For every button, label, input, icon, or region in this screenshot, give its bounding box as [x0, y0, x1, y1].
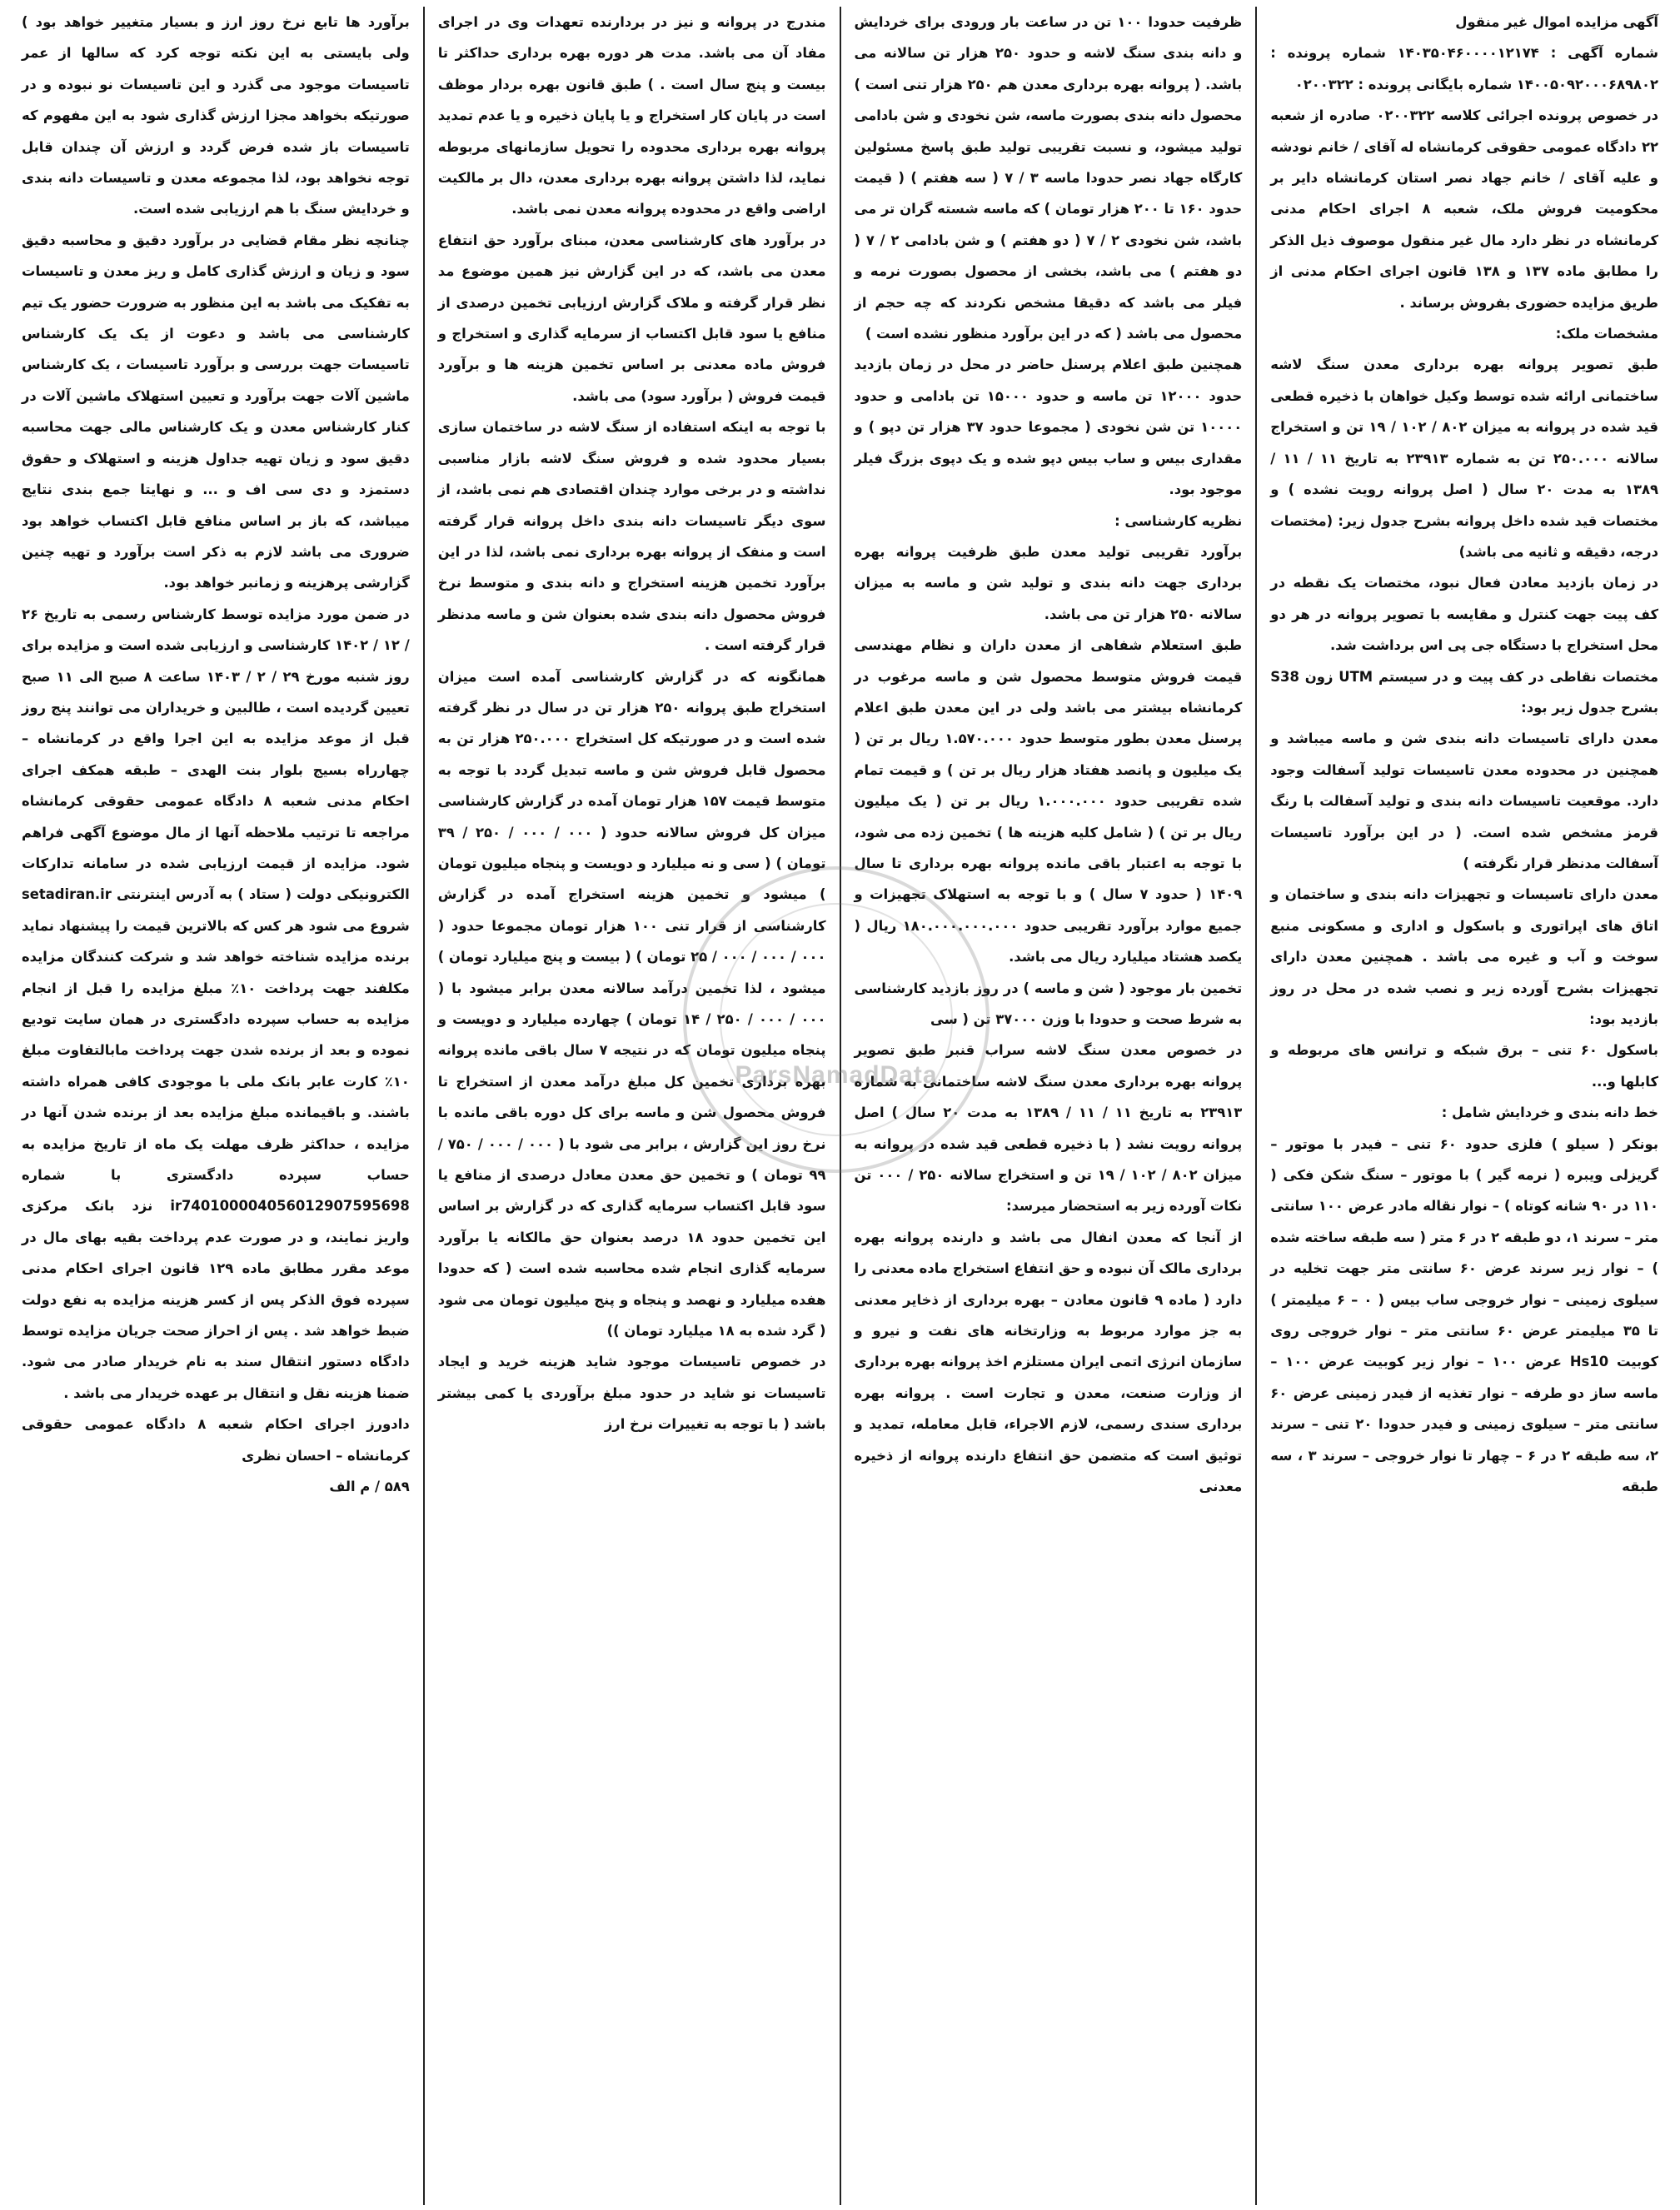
paragraph: در خصوص پرونده اجرائی کلاسه ۰۲۰۰۳۲۲ صادره از شعبه ۲۲ دادگاه عمومی حقوقی کرمانشاه له آقای / خانم نودشه و علیه آقای / خانم جهاد نصر استان کرمانشاه دایر بر محکومیت فروش ملک، شعبه ۸ اجرای احکام مدنی کرمانشاه در نظر دارد مال غیر منقول موصوف ذیل الذکر را مطابق ماده ۱۳۷ و ۱۳۸ قانون اجرای احکام مدنی از طریق مزایده حضوری بفروش برساند . — [1270, 107, 1659, 311]
paragraph: مندرج در پروانه و نیز در بردارنده تعهدات وی در اجرای مفاد آن می باشد. مدت هر دوره بهره برداری حداکثر تا بیست و پنج سال است . ) طبق قانون بهره بردار موظف است در پایان کار استخراج و یا پایان ذخیره و یا عدم تمدید پروانه بهره برداری محدوده را تحویل سازمانهای مربوطه نماید، لذا داشتن پروانه بهره برداری معدن، دال بر مالکیت اراضی واقع در محدوده پروانه معدن نمی باشد. — [437, 14, 826, 217]
text-columns — [8, 7, 1672, 2205]
paragraph: نظریه کارشناسی : — [1114, 512, 1243, 529]
paragraph: دادورز اجرای احکام شعبه ۸ دادگاه عمومی حقوقی کرمانشاه – احسان نظری — [22, 1416, 410, 1464]
paragraph: ۵۸۹ / م الف — [329, 1479, 410, 1495]
paragraph: معدن دارای تاسیسات دانه بندی شن و ماسه میباشد و همچنین در محدوده معدن تاسیسات تولید آسفالت وجود دارد. موقعیت تاسیسات دانه بندی و تولید آسفالت با رنگ قرمز مشخص شده است. ( در این برآورد تاسیسات آسفالت مدنظر قرار نگرفته ) — [1270, 731, 1658, 871]
paragraph: از آنجا که معدن انفال می باشد و دارنده پروانه بهره برداری مالک آن نبوده و حق انتفاع استخراج ماده معدنی را دارد ( ماده ۹ قانون معادن – بهره برداری از ذخایر معدنی به جز موارد مربوط به وزارتخانه های نفت و نیرو و سازمان انرژی اتمی ایران مستلزم اخذ پروانه بهره برداری از وزارت صنعت، معدن و تجارت است . پروانه بهره برداری سندی رسمی، لازم الاجراء، قابل معامله، تمدید و توثیق است که متضمن حق انتفاع دارنده پروانه از ذخیره معدنی — [854, 1229, 1243, 1495]
paragraph: مشخصات ملک: — [1555, 326, 1658, 342]
column-4 — [8, 7, 423, 2205]
paragraph: خط دانه بندی و خردایش شامل : — [1441, 1105, 1658, 1121]
paragraph: در خصوص معدن سنگ لاشه سراب قنبر طبق تصویر پروانه بهره برداری معدن سنگ لاشه ساختمانی به شماره ۲۳۹۱۳ به تاریخ ۱۱ / ۱۱ / ۱۳۸۹ به مدت ۲۰ سال ) اصل پروانه رویت نشد ( با ذخیره قطعی قید شده در پروانه به میزان ۸۰۲ / ۱۰۲ / ۱۹ تن و استخراج سالانه ۲۵۰ / ۰۰۰ تن نکات آورده زیر به استحضار میرسد: — [854, 1042, 1243, 1215]
paragraph: طبق تصویر پروانه بهره برداری معدن سنگ لاشه ساختمانی ارائه شده توسط وکیل خواهان با ذخیره قطعی قید شده در پروانه به میزان ۸۰۲ / ۱۰۲ / ۱۹ تن و استخراج سالانه ۲۵۰.۰۰۰ تن به شماره ۲۳۹۱۳ به تاریخ ۱۱ / ۱۱ / ۱۳۸۹ به مدت ۲۰ سال ( اصل پروانه رویت نشده ) و مختصات قید شده داخل پروانه بشرح جدول زیر: (مختصات درجه، دقیقه و ثانیه می باشد) — [1270, 357, 1659, 560]
paragraph: معدن دارای تاسیسات و تجهیزات دانه بندی و ساختمان و اتاق های اپراتوری و باسکول و اداری و مسکونی منبع سوخت و آب و غیره می باشد . همچنین معدن دارای تجهیزات بشرح آورده زیر و نصب شده در محل در روز بازدید بود: — [1270, 886, 1658, 1027]
column-2 — [840, 7, 1256, 2205]
paragraph: در خصوص تاسیسات موجود شاید هزینه خرید و ایجاد تاسیسات نو شاید در حدود مبلغ برآوردی یا کمی بیشتر باشد ( با توجه به تغییرات نرخ ارز — [437, 1354, 826, 1433]
paragraph: چنانچه نظر مقام قضایی در برآورد دقیق و محاسبه دقیق سود و زیان و ارزش گذاری کامل و ریز معدن و تاسیسات به تفکیک می باشد به این منظور به ضرورت حضور یک تیم کارشناسی می باشد و دعوت از یک یک کارشناس تاسیسات جهت بررسی و برآورد تاسیسات ، یک کارشناس ماشین آلات جهت برآورد و تعیین استهلاک ماشین آلات در کنار کارشناس معدن و یک کارشناس مالی جهت محاسبه دقیق سود و زیان تهیه جداول هزینه و استهلاک و حقوق دستمزد و دی سی اف و ... و نهایتا جمع بندی نتایج میباشد، که باز بر اساس منافع قابل اکتساب خواهد بود ضروری می باشد لازم به ذکر است برآورد و تهیه چنین گزارشی پرهزینه و زمانبر خواهد بود. — [22, 232, 410, 591]
paragraph: باسکول ۶۰ تنی – برق شبکه و ترانس های مربوطه و کابلها و... — [1270, 1042, 1658, 1090]
paragraph: ظرفیت حدودا ۱۰۰ تن در ساعت بار ورودی برای خردایش و دانه بندی سنگ لاشه و حدود ۲۵۰ هزار تن سالانه می باشد. ( پروانه بهره برداری معدن هم ۲۵۰ هزار تنی است ) محصول دانه بندی بصورت ماسه، شن نخودی و شن بادامی تولید میشود، و نسبت تقریبی تولید طبق پاسخ مسئولین کارگاه جهاد نصر حدودا ماسه ۳ / ۷ ( سه هفتم ) ( قیمت حدود ۱۶۰ تا ۲۰۰ هزار تومان ) که ماسه شسته گران تر می باشد، شن نخودی ۲ / ۷ ( دو هفتم ) و شن بادامی ۲ / ۷ ( دو هفتم ) می باشد، بخشی از محصول بصورت نرمه و فیلر می باشد که دقیقا مشخص نکردند که چه حجم از محصول می باشد ( که در این برآورد منظور نشده است ) — [854, 14, 1243, 342]
watermark-text: ParsNamadData — [735, 1061, 938, 1089]
paragraph: برآورد ها تابع نرخ روز ارز و بسیار متغییر خواهد بود ) ولی بایستی به این نکته توجه کرد که سالها از عمر تاسیسات موجود می گذرد و این تاسیسات نو نبوده و در صورتیکه بخواهد مجزا ارزش گذاری شود به این مفهوم که تاسیسات باز شده فرض گردد و ارزش آن چندان قابل توجه نخواهد بود، لذا مجموعه معدن و تاسیسات دانه بندی و خردایش سنگ با هم ارزیابی شده است. — [22, 14, 410, 217]
paragraph: در زمان بازدید معادن فعال نبود، مختصات یک نقطه در کف پیت جهت کنترل و مقایسه با تصویر پروانه در هر دو محل استخراج با دستگاه جی پی اس برداشت شد. — [1270, 575, 1658, 654]
paragraph: همچنین طبق اعلام پرسنل حاضر در محل در زمان بازدید حدود ۱۲۰۰۰ تن ماسه و حدود ۱۵۰۰۰ تن بادامی و حدود ۱۰۰۰۰ تن شن نخودی ( مجموعا حدود ۳۷ هزار تن دپو ) و مقداری بیس و ساب بیس دپو شده و یک دپوی بزرگ فیلر موجود بود. — [854, 357, 1243, 498]
paragraph: تخمین بار موجود ( شن و ماسه ) در روز بازدید کارشناسی به شرط صحت و حدودا با وزن ۳۷۰۰۰ تن ( سی — [854, 980, 1243, 1027]
paragraph: در ضمن مورد مزایده توسط کارشناس رسمی به تاریخ ۲۶ / ۱۲ / ۱۴۰۲ کارشناسی و ارزیابی شده است و مزایده برای روز شنبه مورخ ۲۹ / ۲ / ۱۴۰۳ ساعت ۸ صبح الی ۱۱ صبح تعیین گردیده است ، طالبین و خریداران می توانند پنج روز قبل از موعد مزایده به این اجرا واقع در کرمانشاه – چهارراه بسیج بلوار بنت الهدی – طبقه همکف اجرای احکام مدنی شعبه ۸ دادگاه عمومی حقوقی کرمانشاه مراجعه تا ترتیب ملاحظه آنها از مال موضوع آگهی فراهم شود. مزایده از قیمت ارزیابی شده در سامانه تدارکات الکترونیکی دولت ( ستاد ) به آدرس اینترنتی setadiran.ir شروع می شود هر کس که بالاترین قیمت را پیشنهاد نماید برنده مزایده شناخته خواهد شد و شرکت کنندگان مزایده مکلفند جهت پرداخت ۱۰٪ مبلغ مزایده را قبل از انجام مزایده به حساب سپرده دادگستری در همان سایت تودیع نموده و بعد از برنده شدن جهت پرداخت مابالتفاوت مبلغ ۱۰٪ کارت عابر بانک ملی با موجودی کافی همراه داشته باشند. و باقیمانده مبلغ مزایده بعد از برنده شدن آنها در مزایده ، حداکثر ظرف مهلت یک ماه از تاریخ مزایده به حساب سپرده دادگستری با شماره ir740100004056012907595698 نزد بانک مرکزی واریز نمایند، و در صورت عدم پرداخت بقیه بهای مال در موعد مقرر مطابق ماده ۱۲۹ قانون اجرای احکام مدنی سپرده فوق الذکر پس از کسر هزینه مزایده به نفع دولت ضبط خواهد شد . پس از احراز صحت جریان مزایده توسط دادگاه دستور انتقال سند به نام خریدار صادر می شود. ضمنا هزینه نقل و انتقال بر عهده خریدار می باشد . — [22, 606, 410, 1401]
paragraph: مختصات نقاطی در کف پیت و در سیستم UTM زون S38 بشرح جدول زیر بود: — [1270, 668, 1659, 716]
paragraph: طبق استعلام شفاهی از معدن داران و نظام مهندسی قیمت فروش متوسط محصول شن و ماسه مرغوب در کرمانشاه بیشتر می باشد ولی در این معدن طبق اعلام پرسنل معدن بطور متوسط حدود ۱.۵۷۰.۰۰۰ ریال بر تن ( یک میلیون و پانصد هفتاد هزار ریال بر تن ) و قیمت تمام شده تقریبی حدود ۱.۰۰۰.۰۰۰ ریال بر تن ( یک میلیون ریال بر تن ) ( شامل کلیه هزینه ها ) تخمین زده می شود، با توجه به اعتبار باقی مانده پروانه بهره برداری تا سال ۱۴۰۹ ( حدود ۷ سال ) و با توجه به استهلاک تجهیزات و جمیع موارد برآورد تقریبی حدود ۱۸۰.۰۰۰.۰۰۰.۰۰۰ ریال ( یکصد هشتاد میلیارد ریال می باشد. — [854, 637, 1243, 965]
paragraph: برآورد تقریبی تولید معدن طبق ظرفیت پروانه بهره برداری جهت دانه بندی و تولید شن و ماسه به میزان سالانه ۲۵۰ هزار تن می باشد. — [854, 543, 1243, 622]
paragraph: با توجه به اینکه استفاده از سنگ لاشه در ساختمان سازی بسیار محدود شده و فروش سنگ لاشه بازار مناسبی نداشته و در برخی موارد چندان اقتصادی هم نمی باشد، از سوی دیگر تاسیسات دانه بندی داخل پروانه قرار گرفته است و منفک از پروانه بهره برداری نمی باشد، لذا در این برآورد تخمین هزینه استخراج و دانه بندی و متوسط نرخ فروش محصول دانه بندی شده بعنوان شن و ماسه مدنظر قرار گرفته است . — [437, 419, 826, 654]
paragraph: آگهی مزایده اموال غیر منقول — [1455, 14, 1658, 30]
paragraph: همانگونه که در گزارش کارشناسی آمده است میزان استخراج طبق پروانه ۲۵۰ هزار تن در سال در نظر گرفته شده است و در صورتیکه کل استخراج ۲۵۰.۰۰۰ هزار تن به محصول قابل فروش شن و ماسه تبدیل گردد با توجه به متوسط قیمت ۱۵۷ هزار تومان آمده در گزارش کارشناسی میزان کل فروش سالانه حدود ( ۰۰۰ / ۰۰۰ / ۲۵۰ / ۳۹ تومان ) ( سی و نه میلیارد و دویست و پنجاه میلیون تومان ) میشود و تخمین هزینه استخراج آمده در گزارش کارشناسی از قرار تنی ۱۰۰ هزار تومان مجموعا حدود ( ۰۰۰ / ۰۰۰ / ۰۰۰ / ۲۵ تومان ) ( بیست و پنج میلیارد تومان ) میشود ، لذا تخمین درآمد سالانه معدن برابر میشود با ( ۰۰۰ / ۰۰۰ / ۲۵۰ / ۱۴ تومان ) چهارده میلیارد و دویست و پنجاه میلیون تومان که در نتیجه ۷ سال باقی مانده پروانه بهره برداری تخمین کل مبلغ درآمد معدن از استخراج تا فروش محصول شن و ماسه برای کل دوره باقی مانده با نرخ روز این گزارش ، برابر می شود با ( ۰۰۰ / ۰۰۰ / ۷۵۰ / ۹۹ تومان ) و تخمین حق معدن معادل درصدی از منافع یا سود قابل اکتساب سرمایه گذاری که در گزارش بر اساس این تخمین حدود ۱۸ درصد بعنوان حق مالکانه یا برآورد سرمایه گذاری انجام شده محاسبه شده است ( که حدودا هفده میلیارد و نهصد و پنجاه و پنج میلیون تومان می شود ( گرد شده به ۱۸ میلیارد تومان )) — [437, 668, 826, 1339]
paragraph: شماره آگهی : ۱۴۰۳۵۰۴۶۰۰۰۰۱۲۱۷۴ شماره پرونده : ۱۴۰۰۵۰۹۲۰۰۰۶۸۹۸۰۲ شماره بایگانی پرونده : ۰۲۰۰۳۲۲ — [1270, 45, 1658, 92]
column-3 — [423, 7, 840, 2205]
paragraph: بونکر ( سیلو ) فلزی حدود ۶۰ تنی – فیدر با موتور – گریزلی ویبره ( نرمه گیر ) با موتور – سنگ شکن فکی ( ۱۱۰ در ۹۰ شانه کوتاه ) – نوار نقاله مادر عرض ۱۰۰ سانتی متر – سرند ۱، دو طبقه ۲ در ۶ متر ( سه طبقه ساخته شده ) – نوار زیر سرند عرض ۶۰ سانتی متر جهت تخلیه در سیلوی زمینی – نوار خروجی ساب بیس ( ۰ – ۶ میلیمتر ) تا ۳۵ میلیمتر عرض ۶۰ سانتی متر – نوار خروجی روی کوبیت Hs10 عرض ۱۰۰ – نوار زیر کوبیت عرض ۱۰۰ – ماسه ساز دو طرفه – نوار تغذیه از فیدر زمینی عرض ۶۰ سانتی متر – سیلوی زمینی و فیدر حدودا ۲۰ تنی – سرند ۲، سه طبقه ۲ در ۶ – چهار تا نوار خروجی – سرند ۳ ، سه طبقه — [1270, 1135, 1659, 1495]
column-1 — [1255, 7, 1672, 2205]
paragraph: در برآورد های کارشناسی معدن، مبنای برآورد حق انتفاع معدن می باشد، که در این گزارش نیز همین موضوع مد نظر قرار گرفته و ملاک گزارش ارزیابی تخمین درصدی از منافع یا سود قابل اکتساب از سرمایه گذاری و استخراج و فروش ماده معدنی بر اساس تخمین هزینه ها و برآورد قیمت فروش ( برآورد سود) می باشد. — [437, 232, 826, 404]
